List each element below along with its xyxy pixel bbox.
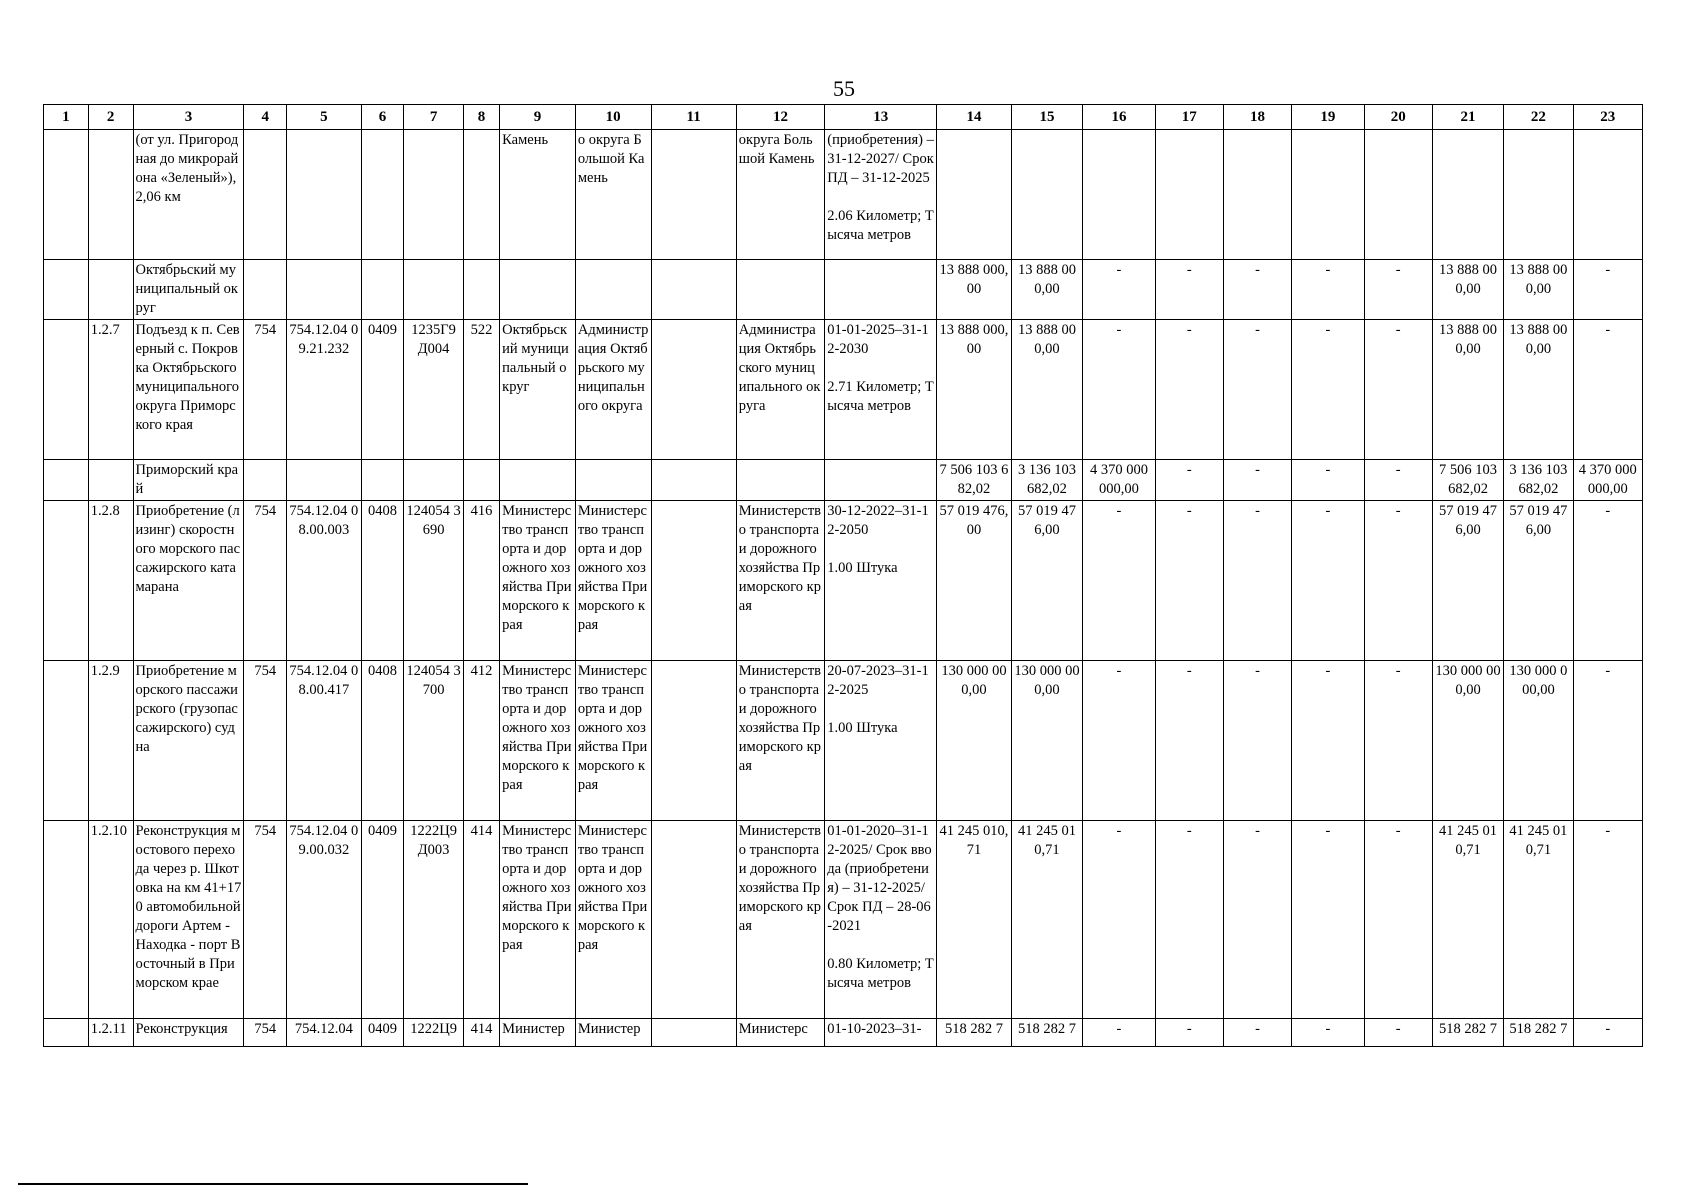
table-cell: - (1292, 460, 1364, 501)
table-cell: - (1364, 320, 1432, 460)
column-header: 3 (133, 105, 244, 130)
table-row (44, 260, 1643, 320)
table-cell: 3 136 103 682,02 (1011, 460, 1082, 501)
table-cell: 01-10-2023–31- (825, 1019, 937, 1047)
table-cell (44, 460, 89, 501)
table-cell (44, 501, 89, 661)
table-cell (1083, 130, 1155, 260)
table-cell (937, 130, 1012, 260)
table-cell: (приобретения) – 31-12-2027/ Срок ПД – 31-12-2025 2.06 Километр; Тысяча метров (825, 130, 937, 260)
table-cell: - (1155, 320, 1223, 460)
table-cell: (от ул. Пригородная до микрорайона «Зеленый»), 2,06 км (133, 130, 244, 260)
table-cell: 41 245 010,71 (1011, 821, 1082, 1019)
table-cell: - (1223, 260, 1291, 320)
table-cell: - (1155, 821, 1223, 1019)
table-cell: - (1155, 460, 1223, 501)
table-cell: - (1292, 821, 1364, 1019)
table-cell: 0409 (361, 1019, 404, 1047)
footnote-line (18, 1183, 528, 1185)
table-cell: 754 (244, 501, 287, 661)
table-cell: 130 000 000,00 (1011, 661, 1082, 821)
table-cell (651, 460, 736, 501)
table-cell: 518 282 7 (1011, 1019, 1082, 1047)
table-cell (463, 130, 499, 260)
table-cell: - (1223, 320, 1291, 460)
table-cell (404, 130, 464, 260)
table-cell: - (1223, 1019, 1291, 1047)
table-cell: - (1573, 1019, 1642, 1047)
table-cell (287, 260, 362, 320)
table-cell (651, 1019, 736, 1047)
table-cell (651, 320, 736, 460)
column-header: 12 (736, 105, 824, 130)
table-cell: Министер (575, 1019, 651, 1047)
budget-table (43, 104, 1643, 1047)
table-cell (1504, 130, 1573, 260)
table-cell: 754.12.04 (287, 1019, 362, 1047)
column-header: 13 (825, 105, 937, 130)
table-cell: 754.12.04 09.00.032 (287, 821, 362, 1019)
table-cell (651, 501, 736, 661)
table-cell: 414 (463, 821, 499, 1019)
table-cell: 130 000 000,00 (937, 661, 1012, 821)
table-cell: Министерство транспорта и дорожного хозяйства Приморского края (736, 661, 824, 821)
table-cell: - (1573, 661, 1642, 821)
table-cell: 57 019 476,00 (1432, 501, 1503, 661)
table-cell: 41 245 010,71 (937, 821, 1012, 1019)
table-cell: Приобретение морского пассажирского (грузопассажирского) судна (133, 661, 244, 821)
table-row (44, 460, 1643, 501)
table-cell: 1.2.7 (88, 320, 133, 460)
table-cell (500, 460, 576, 501)
table-cell: 13 888 000,00 (937, 320, 1012, 460)
column-header: 2 (88, 105, 133, 130)
table-cell: - (1083, 661, 1155, 821)
table-cell: - (1292, 260, 1364, 320)
table-cell: 1235Г9 Д004 (404, 320, 464, 460)
table-cell: Министерс (736, 1019, 824, 1047)
column-header: 5 (287, 105, 362, 130)
table-cell: 13 888 000,00 (1432, 320, 1503, 460)
table-cell: - (1223, 661, 1291, 821)
table-cell: 1.2.10 (88, 821, 133, 1019)
table-cell (651, 821, 736, 1019)
table-cell (1011, 130, 1082, 260)
table-cell (404, 260, 464, 320)
table-cell: 0409 (361, 320, 404, 460)
table-cell: 13 888 000,00 (1011, 320, 1082, 460)
table-cell: - (1083, 501, 1155, 661)
table-cell: 754 (244, 320, 287, 460)
table-cell: - (1223, 460, 1291, 501)
column-header: 14 (937, 105, 1012, 130)
table-cell: 1.2.8 (88, 501, 133, 661)
table-cell (88, 130, 133, 260)
table-cell: 4 370 000 000,00 (1573, 460, 1642, 501)
table-cell: - (1364, 501, 1432, 661)
table-cell: - (1083, 320, 1155, 460)
table-cell: 518 282 7 (1432, 1019, 1503, 1047)
table-row (44, 130, 1643, 260)
table-cell: - (1223, 821, 1291, 1019)
table-cell (1364, 130, 1432, 260)
table-cell: Октябрьский муниципальный округ (500, 320, 576, 460)
table-cell: - (1573, 260, 1642, 320)
column-header: 21 (1432, 105, 1503, 130)
table-cell (361, 130, 404, 260)
table-cell (825, 260, 937, 320)
table-cell: - (1155, 1019, 1223, 1047)
table-cell: 754.12.04 08.00.003 (287, 501, 362, 661)
table-cell: Приобретение (лизинг) скоростного морского пассажирского катамарана (133, 501, 244, 661)
table-cell (88, 460, 133, 501)
table-cell (463, 460, 499, 501)
table-cell: 416 (463, 501, 499, 661)
table-cell: 41 245 010,71 (1504, 821, 1573, 1019)
table-cell: - (1573, 320, 1642, 460)
table-cell: - (1364, 460, 1432, 501)
table-cell: 01-01-2020–31-12-2025/ Срок ввода (приобретения) – 31-12-2025/ Срок ПД – 28-06-2021 0.80 Километр; Тысяча метров (825, 821, 937, 1019)
table-cell: 13 888 000,00 (1432, 260, 1503, 320)
table-cell: 01-01-2025–31-12-2030 2.71 Километр; Тысяча метров (825, 320, 937, 460)
table-cell (44, 130, 89, 260)
column-header: 23 (1573, 105, 1642, 130)
table-cell: 754 (244, 661, 287, 821)
table-cell: 1222Ц9 Д003 (404, 821, 464, 1019)
table-cell (1223, 130, 1291, 260)
table-cell (287, 460, 362, 501)
table-cell: - (1155, 661, 1223, 821)
column-header: 1 (44, 105, 89, 130)
table-cell: 0408 (361, 661, 404, 821)
table-cell: 13 888 000,00 (937, 260, 1012, 320)
table-cell: Министерство транспорта и дорожного хозяйства Приморского края (575, 501, 651, 661)
table-cell: - (1573, 501, 1642, 661)
table-cell: Министерство транспорта и дорожного хозяйства Приморского края (736, 501, 824, 661)
column-header: 10 (575, 105, 651, 130)
table-cell: Министерство транспорта и дорожного хозяйства Приморского края (500, 821, 576, 1019)
table-cell: 754.12.04 09.21.232 (287, 320, 362, 460)
table-cell: - (1083, 1019, 1155, 1047)
table-cell: - (1292, 1019, 1364, 1047)
table-cell: 754 (244, 821, 287, 1019)
column-header: 4 (244, 105, 287, 130)
table-row (44, 661, 1643, 821)
table-cell: 754 (244, 1019, 287, 1047)
table-cell: 7 506 103 682,02 (1432, 460, 1503, 501)
table-cell: 130 000 000,00 (1432, 661, 1503, 821)
table-cell: 414 (463, 1019, 499, 1047)
table-cell: - (1292, 320, 1364, 460)
table-cell: 7 506 103 682,02 (937, 460, 1012, 501)
table-cell: 518 282 7 (937, 1019, 1012, 1047)
column-header: 6 (361, 105, 404, 130)
table-cell (44, 260, 89, 320)
table-cell: 1222Ц9 (404, 1019, 464, 1047)
table-cell (287, 130, 362, 260)
table-cell (651, 260, 736, 320)
table-cell: - (1083, 260, 1155, 320)
table-cell (500, 260, 576, 320)
table-cell: Администрация Октябрьского муниципального округа (575, 320, 651, 460)
table-cell: Приморский край (133, 460, 244, 501)
table-cell (575, 460, 651, 501)
table-cell (244, 460, 287, 501)
table-cell (44, 320, 89, 460)
table-cell: Реконструкция мостового перехода через р. Шкотовка на км 41+170 автомобильной дороги Артем - Находка - порт Восточный в Приморском крае (133, 821, 244, 1019)
page-number: 55 (833, 76, 855, 101)
table-cell: 522 (463, 320, 499, 460)
table-cell: 124054 3700 (404, 661, 464, 821)
table-cell: Подъезд к п. Северный с. Покровка Октябрьского муниципального округа Приморского края (133, 320, 244, 460)
table-cell: 754.12.04 08.00.417 (287, 661, 362, 821)
table-cell: 0409 (361, 821, 404, 1019)
table-cell (88, 260, 133, 320)
table-cell: Камень (500, 130, 576, 260)
column-header: 20 (1364, 105, 1432, 130)
table-cell: 1.2.9 (88, 661, 133, 821)
table-cell: 20-07-2023–31-12-2025 1.00 Штука (825, 661, 937, 821)
table-cell (825, 460, 937, 501)
table-cell: - (1364, 260, 1432, 320)
table-cell: о округа Большой Камень (575, 130, 651, 260)
table-cell: 518 282 7 (1504, 1019, 1573, 1047)
table-cell (44, 1019, 89, 1047)
table-cell: 57 019 476,00 (1504, 501, 1573, 661)
table-cell: 4 370 000 000,00 (1083, 460, 1155, 501)
table-cell: 13 888 000,00 (1504, 260, 1573, 320)
table-cell: 30-12-2022–31-12-2050 1.00 Штука (825, 501, 937, 661)
table-cell: 13 888 000,00 (1011, 260, 1082, 320)
table-cell: Министерство транспорта и дорожного хозяйства Приморского края (575, 661, 651, 821)
table-cell: - (1292, 661, 1364, 821)
table-cell: - (1155, 501, 1223, 661)
header-row (44, 105, 1643, 130)
table-cell: 57 019 476,00 (1011, 501, 1082, 661)
table-cell: - (1223, 501, 1291, 661)
table-row (44, 501, 1643, 661)
table-cell (1432, 130, 1503, 260)
table-row (44, 1019, 1643, 1047)
column-header: 22 (1504, 105, 1573, 130)
table-cell (1573, 130, 1642, 260)
table-cell: 41 245 010,71 (1432, 821, 1503, 1019)
table-cell: - (1292, 501, 1364, 661)
table-cell (244, 260, 287, 320)
column-header: 8 (463, 105, 499, 130)
table-cell: 412 (463, 661, 499, 821)
table-cell: 0408 (361, 501, 404, 661)
table-cell: округа Большой Камень (736, 130, 824, 260)
table-cell (44, 821, 89, 1019)
table-cell (361, 460, 404, 501)
table-cell: - (1083, 821, 1155, 1019)
table-cell (44, 661, 89, 821)
table-cell: 57 019 476,00 (937, 501, 1012, 661)
table-cell: Реконструкция (133, 1019, 244, 1047)
table-cell (361, 260, 404, 320)
table-cell: Министер (500, 1019, 576, 1047)
table-cell: Министерство транспорта и дорожного хозяйства Приморского края (500, 501, 576, 661)
table-cell (736, 260, 824, 320)
table-cell (463, 260, 499, 320)
table-cell: Министерство транспорта и дорожного хозяйства Приморского края (500, 661, 576, 821)
table-cell: 1.2.11 (88, 1019, 133, 1047)
table-cell: - (1364, 661, 1432, 821)
table-cell (736, 460, 824, 501)
table-cell: - (1364, 821, 1432, 1019)
table-cell: Министерство транспорта и дорожного хозяйства Приморского края (575, 821, 651, 1019)
table-row (44, 320, 1643, 460)
column-header: 11 (651, 105, 736, 130)
table-cell (244, 130, 287, 260)
table-cell (651, 661, 736, 821)
table-cell: Октябрьский муниципальный округ (133, 260, 244, 320)
table-cell: 130 000 000,00 (1504, 661, 1573, 821)
table-row (44, 821, 1643, 1019)
column-header: 17 (1155, 105, 1223, 130)
table-cell: - (1155, 260, 1223, 320)
table-cell: 124054 3690 (404, 501, 464, 661)
table-cell (575, 260, 651, 320)
column-header: 9 (500, 105, 576, 130)
table-cell: - (1364, 1019, 1432, 1047)
table-cell: Министерство транспорта и дорожного хозяйства Приморского края (736, 821, 824, 1019)
table-cell (1292, 130, 1364, 260)
table-cell (1155, 130, 1223, 260)
table-cell: - (1573, 821, 1642, 1019)
table-cell: 13 888 000,00 (1504, 320, 1573, 460)
column-header: 16 (1083, 105, 1155, 130)
column-header: 18 (1223, 105, 1291, 130)
column-header: 19 (1292, 105, 1364, 130)
column-header: 15 (1011, 105, 1082, 130)
column-header: 7 (404, 105, 464, 130)
table-cell (404, 460, 464, 501)
table-cell: 3 136 103 682,02 (1504, 460, 1573, 501)
table-cell: Администрация Октябрьского муниципального округа (736, 320, 824, 460)
table-cell (651, 130, 736, 260)
